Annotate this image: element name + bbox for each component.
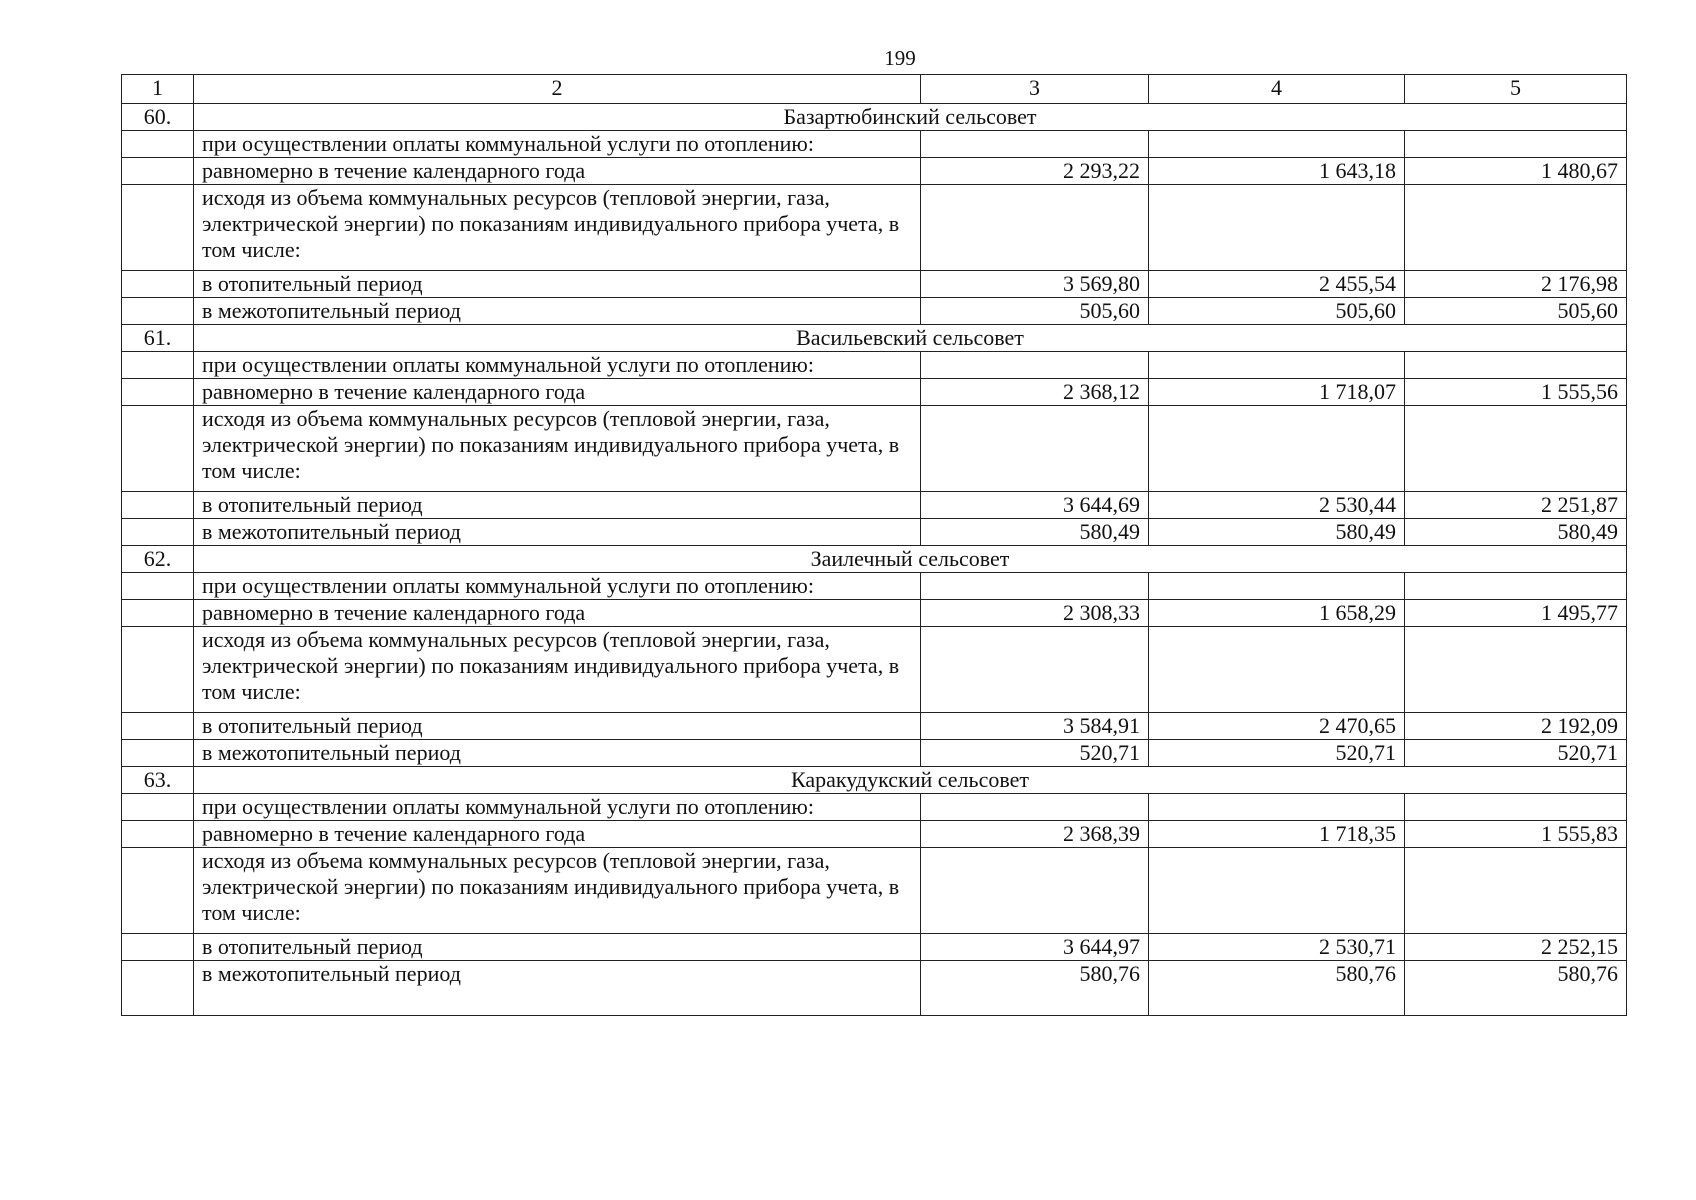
row-label: в отопительный период xyxy=(194,713,921,740)
value-col-3 xyxy=(921,848,1149,934)
row-number-cell xyxy=(122,934,194,961)
table-row xyxy=(122,185,1627,271)
row-number-cell xyxy=(122,352,194,379)
value-col-4: 580,49 xyxy=(1149,519,1405,546)
value-col-5 xyxy=(1405,627,1627,713)
value-col-3 xyxy=(921,573,1149,600)
value-col-4 xyxy=(1149,573,1405,600)
row-label: при осуществлении оплаты коммунальной услуги по отоплению: xyxy=(194,352,921,379)
value-col-3 xyxy=(921,406,1149,492)
section-number: 61. xyxy=(122,325,194,352)
row-number-cell xyxy=(122,573,194,600)
section-number: 62. xyxy=(122,546,194,573)
header-cell-4: 4 xyxy=(1149,75,1405,104)
header-cell-5: 5 xyxy=(1405,75,1627,104)
value-col-5: 520,71 xyxy=(1405,740,1627,767)
row-label: в отопительный период xyxy=(194,934,921,961)
value-col-5: 1 495,77 xyxy=(1405,600,1627,627)
section-number: 60. xyxy=(122,104,194,131)
value-col-5: 2 176,98 xyxy=(1405,271,1627,298)
table-row xyxy=(122,821,1627,848)
table-row xyxy=(122,627,1627,713)
value-col-4 xyxy=(1149,352,1405,379)
row-number-cell xyxy=(122,848,194,934)
section-title: Заилечный сельсовет xyxy=(194,546,1627,573)
value-col-3: 2 368,12 xyxy=(921,379,1149,406)
value-col-4: 2 530,44 xyxy=(1149,492,1405,519)
row-number-cell xyxy=(122,713,194,740)
value-col-5 xyxy=(1405,794,1627,821)
table-row xyxy=(122,794,1627,821)
table-row xyxy=(122,713,1627,740)
table-row xyxy=(122,298,1627,325)
value-col-5 xyxy=(1405,131,1627,158)
row-label: исходя из объема коммунальных ресурсов (тепловой энергии, газа, электрической энергии) по показаниям индивидуального прибора учета, в том числе: xyxy=(194,185,921,271)
row-number-cell xyxy=(122,406,194,492)
value-col-5: 1 480,67 xyxy=(1405,158,1627,185)
section-title: Каракудукский сельсовет xyxy=(194,767,1627,794)
value-col-5: 2 251,87 xyxy=(1405,492,1627,519)
value-col-3: 3 644,97 xyxy=(921,934,1149,961)
row-number-cell xyxy=(122,740,194,767)
row-label: в межотопительный период xyxy=(194,298,921,325)
table-body xyxy=(122,75,1627,1016)
table-row xyxy=(122,379,1627,406)
row-label: равномерно в течение календарного года xyxy=(194,158,921,185)
page-number: 199 xyxy=(884,46,916,70)
value-col-4: 2 530,71 xyxy=(1149,934,1405,961)
value-col-4 xyxy=(1149,794,1405,821)
value-col-5: 580,76 xyxy=(1405,961,1627,1016)
value-col-5 xyxy=(1405,573,1627,600)
section-title-row xyxy=(122,325,1627,352)
tariff-table xyxy=(121,74,1627,1016)
row-label: в отопительный период xyxy=(194,492,921,519)
row-label: равномерно в течение календарного года xyxy=(194,821,921,848)
header-cell-2: 2 xyxy=(194,75,921,104)
value-col-4: 1 718,35 xyxy=(1149,821,1405,848)
value-col-4: 580,76 xyxy=(1149,961,1405,1016)
row-label: в межотопительный период xyxy=(194,961,921,1016)
header-row xyxy=(122,75,1627,104)
table-row xyxy=(122,352,1627,379)
row-label: при осуществлении оплаты коммунальной услуги по отоплению: xyxy=(194,131,921,158)
value-col-5: 2 192,09 xyxy=(1405,713,1627,740)
value-col-3: 505,60 xyxy=(921,298,1149,325)
value-col-3: 580,49 xyxy=(921,519,1149,546)
value-col-4: 1 718,07 xyxy=(1149,379,1405,406)
table-row xyxy=(122,492,1627,519)
value-col-3: 2 308,33 xyxy=(921,600,1149,627)
row-number-cell xyxy=(122,158,194,185)
value-col-5: 1 555,83 xyxy=(1405,821,1627,848)
row-number-cell xyxy=(122,821,194,848)
row-label: при осуществлении оплаты коммунальной услуги по отоплению: xyxy=(194,573,921,600)
value-col-3: 2 293,22 xyxy=(921,158,1149,185)
value-col-3 xyxy=(921,352,1149,379)
table-row xyxy=(122,271,1627,298)
value-col-4: 520,71 xyxy=(1149,740,1405,767)
value-col-3: 3 644,69 xyxy=(921,492,1149,519)
row-number-cell xyxy=(122,600,194,627)
table-row xyxy=(122,519,1627,546)
value-col-5 xyxy=(1405,406,1627,492)
row-label: в межотопительный период xyxy=(194,740,921,767)
table-row xyxy=(122,158,1627,185)
value-col-5 xyxy=(1405,848,1627,934)
table-row xyxy=(122,740,1627,767)
row-number-cell xyxy=(122,298,194,325)
table-row xyxy=(122,848,1627,934)
value-col-3 xyxy=(921,794,1149,821)
table-row xyxy=(122,573,1627,600)
value-col-4 xyxy=(1149,848,1405,934)
section-title: Васильевский сельсовет xyxy=(194,325,1627,352)
value-col-4 xyxy=(1149,131,1405,158)
value-col-5 xyxy=(1405,352,1627,379)
value-col-5 xyxy=(1405,185,1627,271)
row-label: исходя из объема коммунальных ресурсов (тепловой энергии, газа, электрической энергии) по показаниям индивидуального прибора учета, в том числе: xyxy=(194,627,921,713)
value-col-4 xyxy=(1149,185,1405,271)
row-label: в отопительный период xyxy=(194,271,921,298)
row-number-cell xyxy=(122,271,194,298)
row-number-cell xyxy=(122,492,194,519)
value-col-4: 1 658,29 xyxy=(1149,600,1405,627)
table-row xyxy=(122,934,1627,961)
row-label: равномерно в течение календарного года xyxy=(194,600,921,627)
value-col-5: 1 555,56 xyxy=(1405,379,1627,406)
value-col-5: 505,60 xyxy=(1405,298,1627,325)
value-col-4: 505,60 xyxy=(1149,298,1405,325)
value-col-3 xyxy=(921,185,1149,271)
table-row xyxy=(122,961,1627,1016)
value-col-3: 3 569,80 xyxy=(921,271,1149,298)
row-label: исходя из объема коммунальных ресурсов (тепловой энергии, газа, электрической энергии) по показаниям индивидуального прибора учета, в том числе: xyxy=(194,406,921,492)
table-row xyxy=(122,131,1627,158)
section-title: Базартюбинский сельсовет xyxy=(194,104,1627,131)
row-number-cell xyxy=(122,961,194,1016)
value-col-3 xyxy=(921,627,1149,713)
value-col-3: 580,76 xyxy=(921,961,1149,1016)
value-col-3: 520,71 xyxy=(921,740,1149,767)
value-col-4 xyxy=(1149,406,1405,492)
row-label: при осуществлении оплаты коммунальной услуги по отоплению: xyxy=(194,794,921,821)
value-col-3: 3 584,91 xyxy=(921,713,1149,740)
value-col-5: 580,49 xyxy=(1405,519,1627,546)
row-number-cell xyxy=(122,379,194,406)
value-col-3 xyxy=(921,131,1149,158)
row-number-cell xyxy=(122,131,194,158)
section-title-row xyxy=(122,104,1627,131)
row-number-cell xyxy=(122,185,194,271)
value-col-4: 2 455,54 xyxy=(1149,271,1405,298)
value-col-3: 2 368,39 xyxy=(921,821,1149,848)
row-label: равномерно в течение календарного года xyxy=(194,379,921,406)
row-label: в межотопительный период xyxy=(194,519,921,546)
row-number-cell xyxy=(122,627,194,713)
value-col-4: 1 643,18 xyxy=(1149,158,1405,185)
header-cell-1: 1 xyxy=(122,75,194,104)
section-title-row xyxy=(122,767,1627,794)
row-label: исходя из объема коммунальных ресурсов (тепловой энергии, газа, электрической энергии) по показаниям индивидуального прибора учета, в том числе: xyxy=(194,848,921,934)
value-col-4 xyxy=(1149,627,1405,713)
value-col-4: 2 470,65 xyxy=(1149,713,1405,740)
table-row xyxy=(122,406,1627,492)
section-number: 63. xyxy=(122,767,194,794)
value-col-5: 2 252,15 xyxy=(1405,934,1627,961)
header-cell-3: 3 xyxy=(921,75,1149,104)
row-number-cell xyxy=(122,519,194,546)
row-number-cell xyxy=(122,794,194,821)
table-row xyxy=(122,600,1627,627)
section-title-row xyxy=(122,546,1627,573)
